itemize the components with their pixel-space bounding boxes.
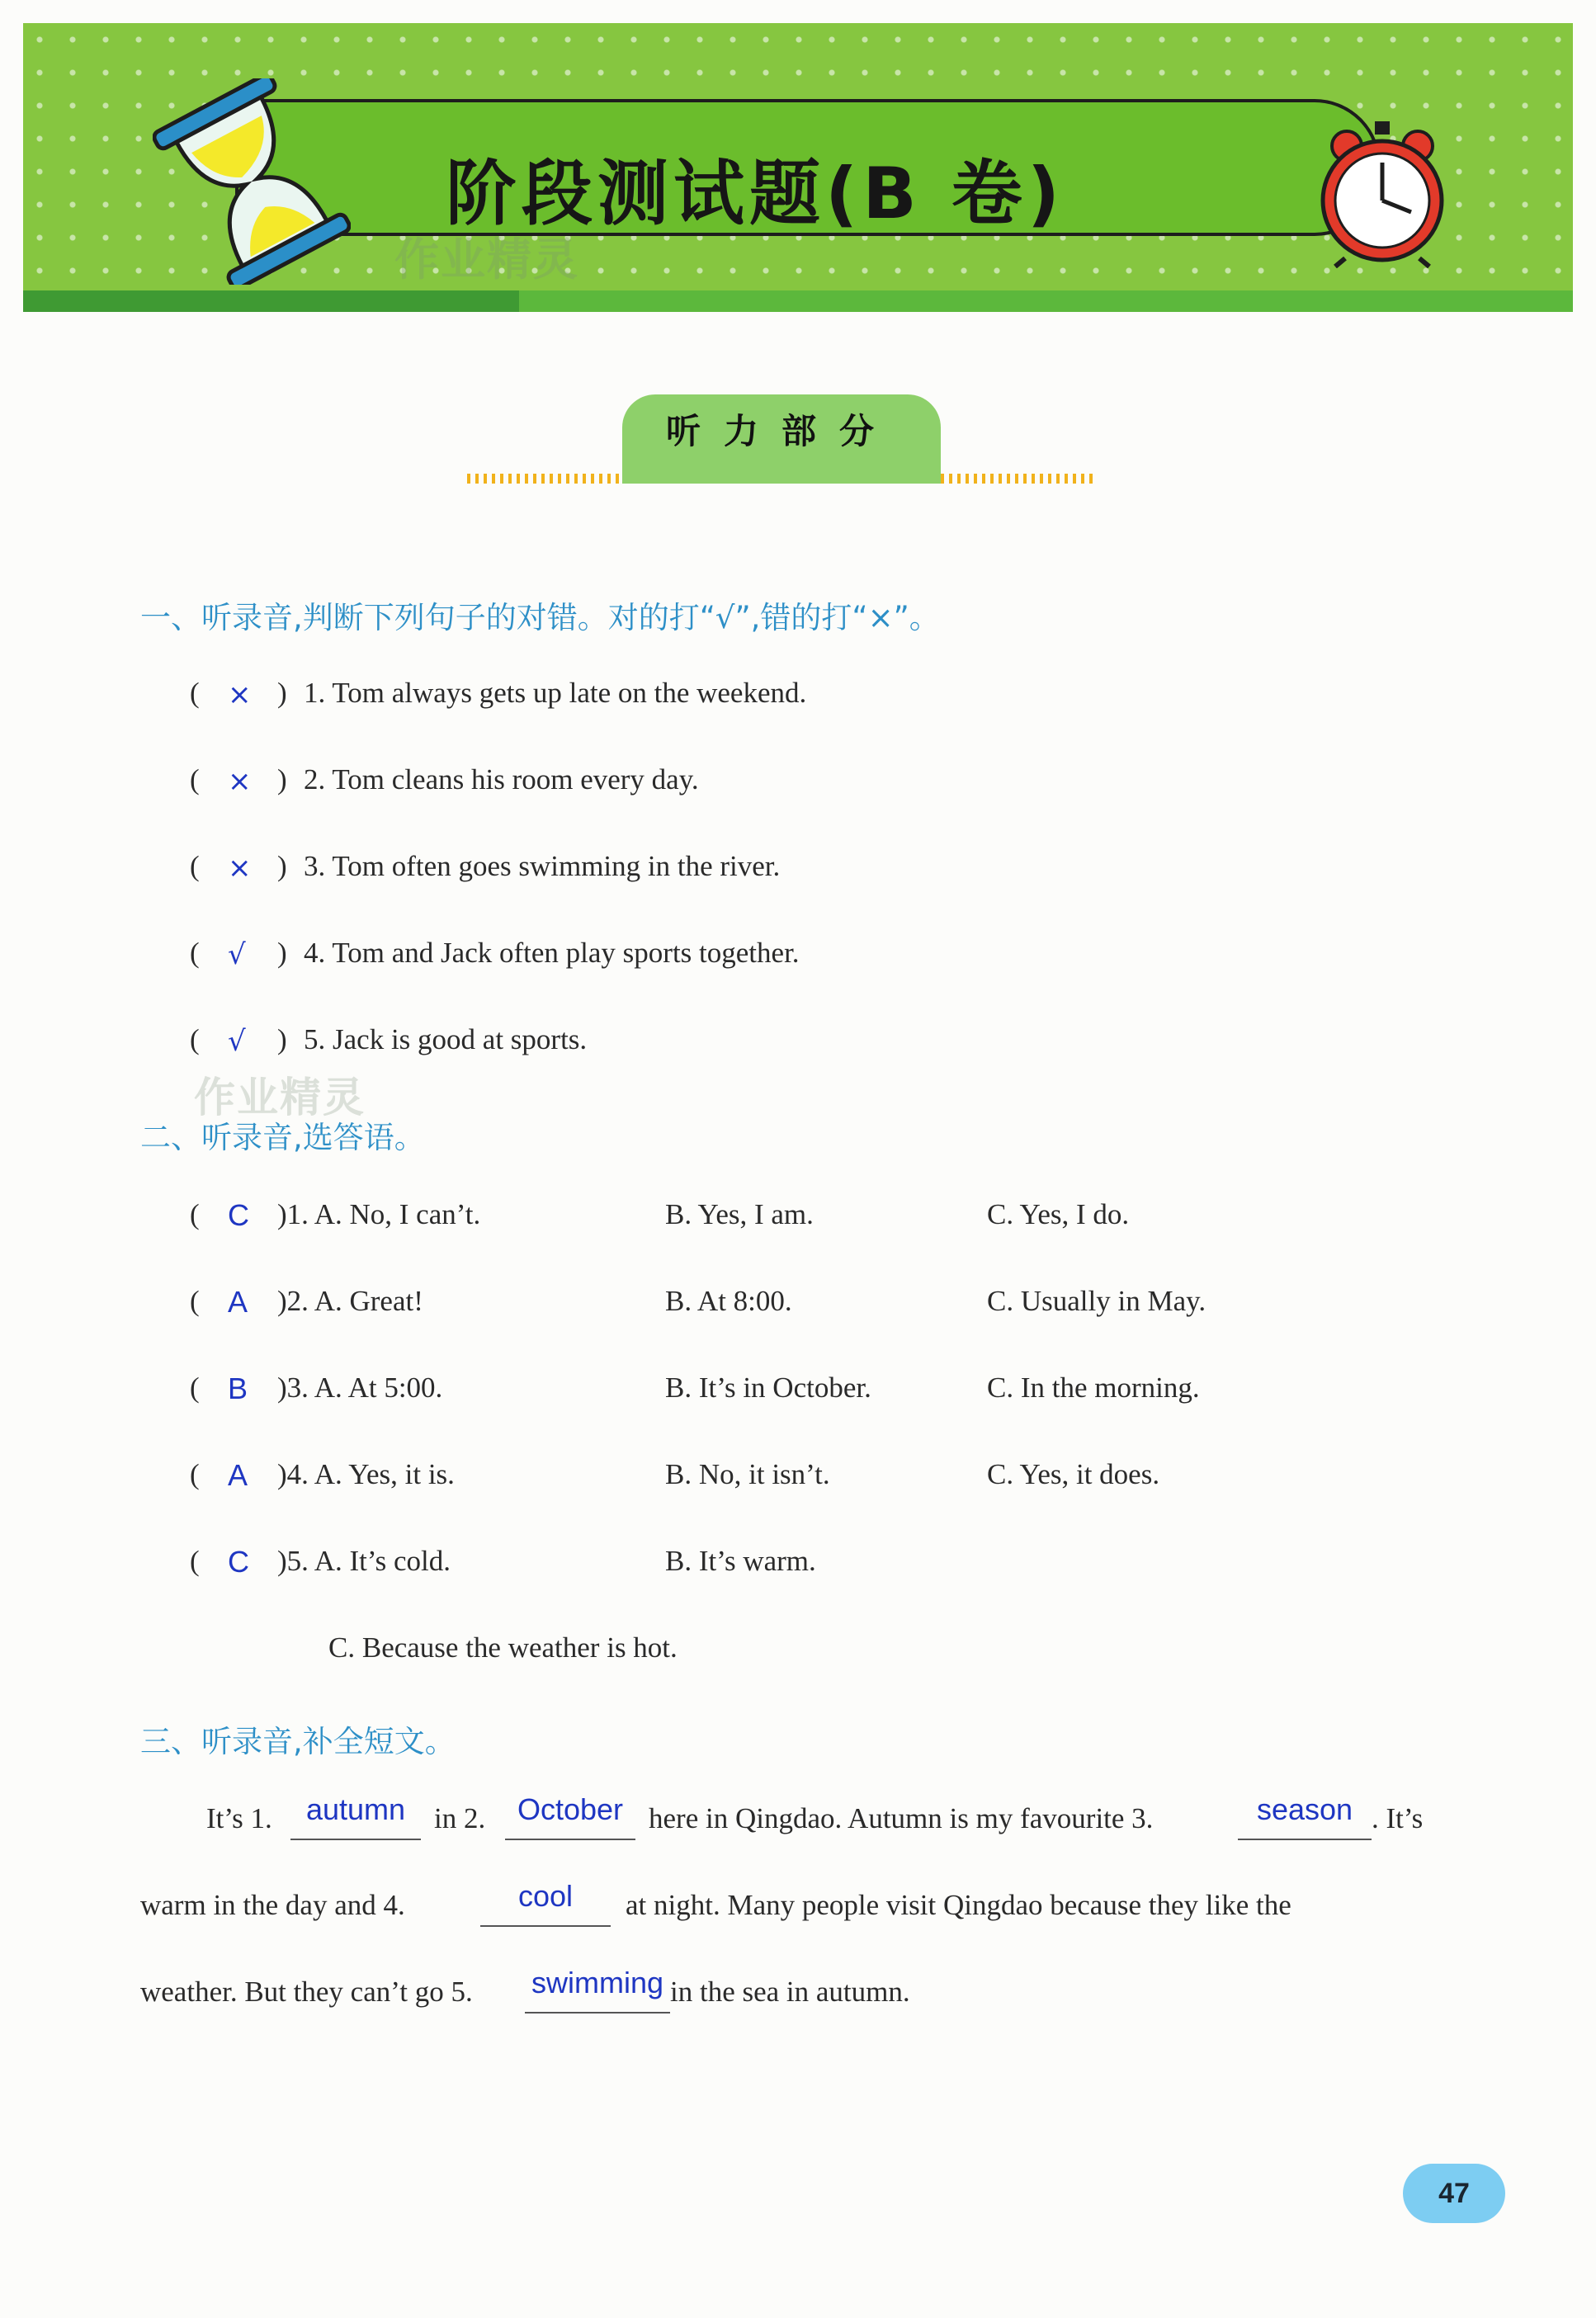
- answer-bracket: (: [190, 1023, 200, 1055]
- option-a: )5. A. It’s cold.: [277, 1545, 451, 1577]
- passage-text: . It’s: [1372, 1802, 1424, 1834]
- part3-heading: 三、听录音,补全短文。: [140, 1724, 456, 1759]
- answer-bracket: ): [277, 1023, 287, 1055]
- answer-bracket: ): [277, 850, 287, 882]
- answer-bracket: ): [277, 763, 287, 795]
- blank-answer-3: season: [1256, 1792, 1353, 1826]
- question-text: 5. Jack is good at sports.: [304, 1023, 588, 1055]
- blank-answer-4: cool: [517, 1879, 574, 1913]
- alarm-clock-icon: [1312, 120, 1452, 268]
- answer-letter[interactable]: A: [228, 1458, 248, 1492]
- answer-bracket: (: [190, 1458, 200, 1490]
- answer-mark[interactable]: √: [228, 938, 246, 971]
- page-number: 47: [1403, 2164, 1505, 2223]
- blank-answer-2: October: [517, 1792, 624, 1826]
- answer-letter[interactable]: A: [228, 1285, 248, 1319]
- answer-bracket: ): [277, 937, 287, 969]
- option-a: )3. A. At 5:00.: [277, 1371, 443, 1404]
- question-text: 2. Tom cleans his room every day.: [304, 763, 699, 795]
- banner-strip: [23, 290, 1573, 312]
- part1-heading: 一、听录音,判断下列句子的对错。对的打“√”,错的打“×”。: [140, 600, 940, 635]
- passage-text: here in Qingdao. Autumn is my favourite 3.: [649, 1802, 1154, 1834]
- answer-bracket: (: [190, 850, 200, 882]
- watermark: 作业精灵: [394, 234, 579, 286]
- question-text: 1. Tom always gets up late on the weekend.: [304, 677, 807, 709]
- option-a: )4. A. Yes, it is.: [277, 1458, 455, 1490]
- passage-text: warm in the day and 4.: [140, 1889, 405, 1921]
- answer-bracket: (: [190, 763, 200, 795]
- section-underline-right: [941, 474, 1098, 484]
- question-text: 3. Tom often goes swimming in the river.: [304, 850, 781, 882]
- answer-mark[interactable]: ×: [228, 852, 252, 885]
- option-c: C. In the morning.: [987, 1371, 1200, 1404]
- answer-bracket: (: [190, 1285, 200, 1317]
- option-a: )2. A. Great!: [277, 1285, 423, 1317]
- answer-bracket: ): [277, 677, 287, 709]
- answer-bracket: (: [190, 1545, 200, 1577]
- page-title: 阶段测试题(B 卷): [446, 153, 1065, 235]
- answer-letter[interactable]: B: [228, 1371, 248, 1405]
- answer-mark[interactable]: ×: [228, 765, 252, 798]
- question-text: 4. Tom and Jack often play sports together.: [304, 937, 800, 969]
- answer-bracket: (: [190, 1198, 200, 1230]
- part2-heading: 二、听录音,选答语。: [140, 1120, 425, 1155]
- answer-letter[interactable]: C: [228, 1198, 249, 1232]
- answer-bracket: (: [190, 1371, 200, 1404]
- passage-text: in 2.: [434, 1802, 486, 1834]
- option-b: B. It’s warm.: [665, 1545, 816, 1577]
- option-c: C. Yes, I do.: [987, 1198, 1130, 1230]
- section-title: 听力部分: [665, 411, 897, 451]
- option-c: C. Yes, it does.: [987, 1458, 1160, 1490]
- blank-answer-1: autumn: [305, 1792, 406, 1826]
- section-underline-left: [467, 474, 624, 484]
- option-a: )1. A. No, I can’t.: [277, 1198, 481, 1230]
- blank-answer-5: swimming: [531, 1966, 663, 1999]
- answer-bracket: (: [190, 937, 200, 969]
- answer-letter[interactable]: C: [228, 1545, 249, 1579]
- watermark: 作业精灵: [194, 1074, 366, 1121]
- option-b: B. At 8:00.: [665, 1285, 792, 1317]
- option-c: C. Usually in May.: [987, 1285, 1206, 1317]
- option-b: B. It’s in October.: [665, 1371, 871, 1404]
- answer-bracket: (: [190, 677, 200, 709]
- option-b: B. Yes, I am.: [665, 1198, 814, 1230]
- option-c: C. Because the weather is hot.: [328, 1631, 678, 1664]
- hourglass-icon: [153, 78, 351, 285]
- passage-text: in the sea in autumn.: [670, 1976, 910, 2008]
- answer-mark[interactable]: √: [228, 1025, 246, 1058]
- option-b: B. No, it isn’t.: [665, 1458, 830, 1490]
- passage-text: It’s 1.: [206, 1802, 272, 1834]
- passage-text: at night. Many people visit Qingdao because they like the: [626, 1889, 1291, 1921]
- passage-text: weather. But they can’t go 5.: [140, 1976, 473, 2008]
- answer-mark[interactable]: ×: [228, 678, 252, 711]
